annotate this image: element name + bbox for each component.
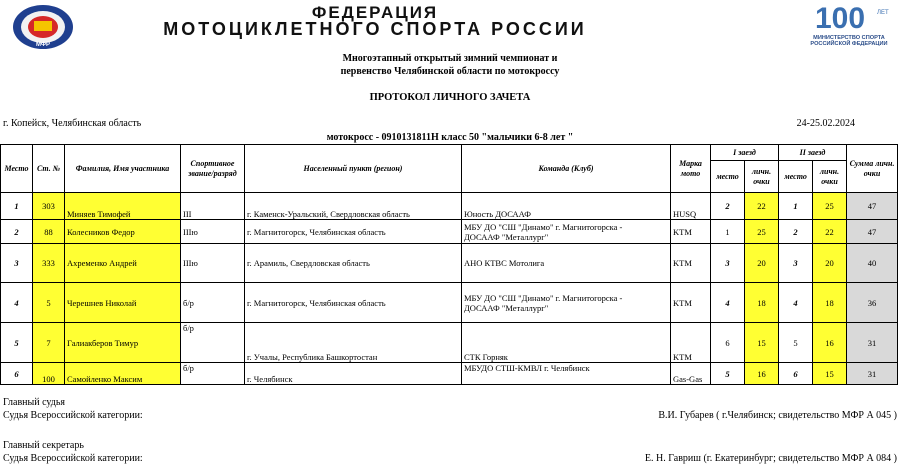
cell-race2-points: 20 <box>813 244 847 283</box>
cell-team-line1: МБУ ДО "СШ "Динамо" г. Магнитогорска - <box>464 292 623 303</box>
col-header-race1-points: личн. очки <box>745 161 779 193</box>
cell-team-line1: АНО КТВС Мотолига <box>464 258 545 268</box>
cell-moto: HUSQ <box>671 193 711 220</box>
cell-race2-points: 15 <box>813 363 847 385</box>
federation-title-line1: ФЕДЕРАЦИЯ <box>311 3 439 22</box>
cell-race1-place: 3 <box>711 244 745 283</box>
table-row <box>1 244 898 283</box>
event-date: 24-25.02.2024 <box>796 118 855 129</box>
cell-number: 333 <box>33 244 65 283</box>
cell-moto: KTM <box>671 283 711 323</box>
col-header-race2-place: место <box>779 161 813 193</box>
cell-sum: 36 <box>847 283 898 323</box>
cell-city: г. Челябинск <box>245 363 462 385</box>
col-header-number: Ст. № <box>33 145 65 193</box>
col-header-city: Населенный пункт (регион) <box>245 145 462 193</box>
cell-number: 7 <box>33 323 65 363</box>
cell-race1-place: 5 <box>711 363 745 385</box>
cell-city: г. Каменск-Уральский, Свердловская область <box>245 193 462 220</box>
col-header-race1: I заезд <box>711 145 779 161</box>
cell-place: 3 <box>1 244 33 283</box>
cell-city: г. Учалы, Республика Башкортостан <box>245 323 462 363</box>
cell-team <box>462 244 671 283</box>
cell-sum: 40 <box>847 244 898 283</box>
cell-race1-points: 16 <box>745 363 779 385</box>
mfr-logo-caption: МФР <box>35 42 51 48</box>
cell-team <box>462 193 671 220</box>
cell-city: г. Магнитогорск, Челябинская область <box>245 220 462 244</box>
cell-race1-place: 4 <box>711 283 745 323</box>
cell-team-line1: Юность ДОСААФ <box>464 209 531 219</box>
cell-name: Черешнев Николай <box>65 283 181 323</box>
cell-team <box>462 220 671 244</box>
cell-rank: б/р <box>181 363 245 385</box>
cell-name: Ахременко Андрей <box>65 244 181 283</box>
ministry-logo-caption: МИНИСТЕРСТВО СПОРТА РОССИЙСКОЙ ФЕДЕРАЦИИ <box>810 35 888 48</box>
chief-secretary-category: Судья Всероссийской категории: <box>3 453 143 464</box>
cell-team <box>462 283 671 323</box>
table-row <box>1 323 898 363</box>
ministry-logo-suffix: ЛЕТ <box>877 10 889 16</box>
col-header-place: Место <box>1 145 33 193</box>
cell-team-line1: МБУ ДО "СШ "Динамо" г. Магнитогорска - <box>464 221 623 232</box>
cell-race1-points: 15 <box>745 323 779 363</box>
cell-race1-points: 20 <box>745 244 779 283</box>
col-header-moto: Марка мото <box>671 145 711 193</box>
cell-place: 4 <box>1 283 33 323</box>
cell-race2-place: 4 <box>779 283 813 323</box>
cell-city: г. Арамиль, Свердловская область <box>245 244 462 283</box>
cell-race1-place: 1 <box>711 220 745 244</box>
cell-race2-place: 2 <box>779 220 813 244</box>
cell-sum: 31 <box>847 323 898 363</box>
cell-sum: 31 <box>847 363 898 385</box>
cell-name: Миняев Тимофей <box>65 193 181 220</box>
cell-place: 5 <box>1 323 33 363</box>
federation-title-line2: МОТОЦИКЛЕТНОГО СПОРТА РОССИИ <box>163 19 587 39</box>
cell-team-line2: ДОСААФ "Металлург" <box>464 231 549 242</box>
cell-race1-points: 22 <box>745 193 779 220</box>
chief-judge-title: Главный судья <box>3 397 66 408</box>
cell-race1-place: 6 <box>711 323 745 363</box>
cell-team-line1: СТК Горняк <box>464 352 508 362</box>
championship-subtitle-line2: первенство Челябинской области по мотокроссу <box>340 66 560 77</box>
class-line: мотокросс - 0910131811Н класс 50 "мальчики 6-8 лет " <box>326 132 574 143</box>
cell-race1-points: 25 <box>745 220 779 244</box>
cell-number: 100 <box>33 363 65 385</box>
table-row <box>1 193 898 220</box>
col-header-rank: Спортивное звание/разряд <box>181 145 245 193</box>
cell-sum: 47 <box>847 220 898 244</box>
cell-number: 303 <box>33 193 65 220</box>
cell-team-line1: МБУДО СТШ-КМВЛ г. Челябинск <box>464 363 590 373</box>
cell-moto: KTM <box>671 323 711 363</box>
cell-city: г. Магнитогорск, Челябинская область <box>245 283 462 323</box>
chief-judge-name: В.И. Губарев ( г.Челябинск; свидетельство МФР А 045 ) <box>658 410 897 421</box>
cell-moto: KTM <box>671 220 711 244</box>
cell-rank: б/р <box>181 323 245 363</box>
cell-race2-points: 16 <box>813 323 847 363</box>
cell-rank: IIIю <box>181 220 245 244</box>
chief-judge-category: Судья Всероссийской категории: <box>3 410 143 421</box>
col-header-race2: II заезд <box>779 145 847 161</box>
cell-name: Колесников Федор <box>65 220 181 244</box>
ministry-logo-number: 100 <box>815 2 866 35</box>
col-header-team: Команда (Клуб) <box>462 145 671 193</box>
cell-number: 88 <box>33 220 65 244</box>
championship-subtitle-line1: Многоэтапный открытый зимний чемпионат и <box>342 53 558 64</box>
cell-race2-points: 25 <box>813 193 847 220</box>
table-row <box>1 283 898 323</box>
chief-secretary-name: Е. Н. Гавриш (г. Екатеринбург; свидетельство МФР А 084 ) <box>644 453 897 464</box>
cell-race2-points: 22 <box>813 220 847 244</box>
cell-name: Галиакберов Тимур <box>65 323 181 363</box>
cell-place: 1 <box>1 193 33 220</box>
cell-place: 6 <box>1 363 33 385</box>
cell-race2-place: 5 <box>779 323 813 363</box>
cell-rank: б/р <box>181 283 245 323</box>
cell-rank: III <box>181 193 245 220</box>
cell-race1-place: 2 <box>711 193 745 220</box>
cell-race2-points: 18 <box>813 283 847 323</box>
cell-team-line2: ДОСААФ "Металлург" <box>464 302 549 313</box>
cell-race2-place: 6 <box>779 363 813 385</box>
cell-rank: IIIю <box>181 244 245 283</box>
chief-secretary-title: Главный секретарь <box>3 440 84 451</box>
cell-place: 2 <box>1 220 33 244</box>
mfr-logo <box>12 4 74 50</box>
cell-sum: 47 <box>847 193 898 220</box>
ministry-logo <box>805 4 893 54</box>
results-table <box>0 144 898 385</box>
table-row <box>1 220 898 244</box>
cell-number: 5 <box>33 283 65 323</box>
cell-team <box>462 363 671 385</box>
col-header-race1-place: место <box>711 161 745 193</box>
event-location: г. Копейск, Челябинская область <box>3 118 142 129</box>
protocol-title: ПРОТОКОЛ ЛИЧНОГО ЗАЧЕТА <box>369 92 531 103</box>
cell-moto: Gas-Gas <box>671 363 711 385</box>
cell-moto: KTM <box>671 244 711 283</box>
col-header-name: Фамилия, Имя участника <box>65 145 181 193</box>
cell-race2-place: 3 <box>779 244 813 283</box>
cell-race2-place: 1 <box>779 193 813 220</box>
cell-team <box>462 323 671 363</box>
table-row <box>1 363 898 385</box>
col-header-sum: Сумма личн. очки <box>847 145 898 193</box>
cell-race1-points: 18 <box>745 283 779 323</box>
cell-name: Самойленко Максим <box>65 363 181 385</box>
col-header-race2-points: личн. очки <box>813 161 847 193</box>
